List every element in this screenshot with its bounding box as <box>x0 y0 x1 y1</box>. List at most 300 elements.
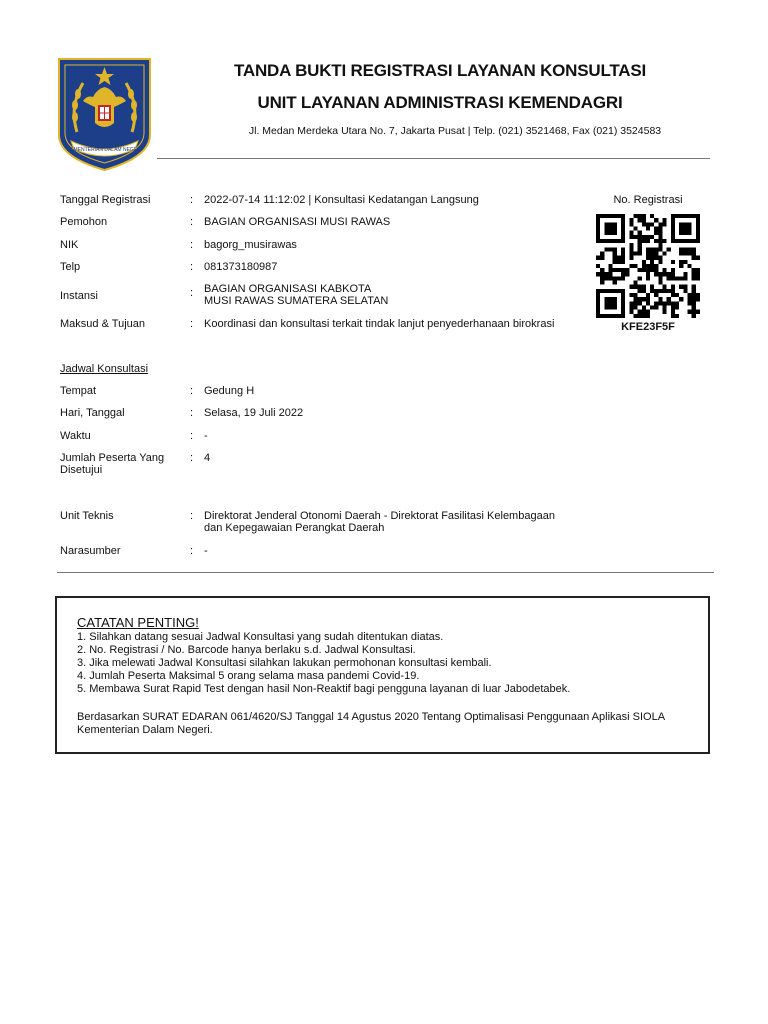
qr-module <box>654 293 658 297</box>
qr-module <box>663 272 667 276</box>
qr-module <box>658 289 662 293</box>
qr-module <box>658 281 662 285</box>
field-value: - <box>204 430 208 442</box>
qr-module <box>625 268 629 272</box>
qr-module <box>621 272 625 276</box>
qr-module <box>621 226 625 230</box>
qr-module <box>646 310 650 314</box>
qr-module <box>633 306 637 310</box>
qr-module <box>621 247 625 251</box>
qr-module <box>679 231 683 235</box>
qr-module <box>679 285 683 289</box>
qr-module <box>696 297 700 301</box>
qr-module <box>696 214 700 218</box>
qr-module <box>621 251 625 255</box>
qr-module <box>692 214 696 218</box>
qr-module <box>675 301 679 305</box>
note-item: 1. Silahkan datang sesuai Jadwal Konsultasi yang sudah ditentukan diatas. <box>77 631 444 643</box>
qr-module <box>600 239 604 243</box>
qr-module <box>658 235 662 239</box>
field-value-line1: BAGIAN ORGANISASI KABKOTA <box>204 283 372 295</box>
qr-module <box>688 293 692 297</box>
qr-module <box>658 301 662 305</box>
qr-module <box>633 301 637 305</box>
qr-module <box>663 301 667 305</box>
qr-module <box>646 235 650 239</box>
qr-module <box>642 222 646 226</box>
qr-module <box>667 247 671 251</box>
qr-module <box>654 226 658 230</box>
qr-module <box>613 239 617 243</box>
field-colon: : <box>190 261 194 273</box>
qr-module <box>679 247 683 251</box>
qr-module <box>604 226 608 230</box>
qr-module <box>646 293 650 297</box>
note-item: 4. Jumlah Peserta Maksimal 5 orang selama masa pandemi Covid-19. <box>77 670 420 682</box>
notes-list <box>77 631 570 696</box>
qr-module <box>654 251 658 255</box>
qr-module <box>642 297 646 301</box>
field-colon: : <box>190 452 194 464</box>
field-colon: : <box>190 545 194 557</box>
qr-module <box>663 239 667 243</box>
qr-module <box>642 268 646 272</box>
qr-module <box>642 239 646 243</box>
qr-module <box>679 214 683 218</box>
qr-module <box>650 256 654 260</box>
qr-module <box>625 272 629 276</box>
qr-module <box>638 235 642 239</box>
field-label: Waktu <box>60 430 91 442</box>
qr-module <box>671 235 675 239</box>
qr-module <box>650 285 654 289</box>
qr-module <box>621 231 625 235</box>
qr-module <box>604 289 608 293</box>
field-value: Selasa, 19 Juli 2022 <box>204 407 304 419</box>
qr-module <box>658 297 662 301</box>
qr-module <box>608 214 612 218</box>
qr-module <box>683 260 687 264</box>
qr-module <box>621 222 625 226</box>
registration-number-label: No. Registrasi <box>613 194 683 206</box>
qr-module <box>646 297 650 301</box>
qr-module <box>638 231 642 235</box>
qr-module <box>633 314 637 318</box>
qr-module <box>692 268 696 272</box>
qr-module <box>633 281 637 285</box>
qr-module <box>692 251 696 255</box>
qr-module <box>692 276 696 280</box>
qr-module <box>638 314 642 318</box>
qr-module <box>638 251 642 255</box>
qr-module <box>667 297 671 301</box>
qr-module <box>613 214 617 218</box>
qr-module <box>629 306 633 310</box>
qr-module <box>663 289 667 293</box>
field-value: BAGIAN ORGANISASI MUSI RAWAS <box>204 216 391 228</box>
qr-module <box>663 222 667 226</box>
qr-module <box>613 231 617 235</box>
qr-module <box>629 243 633 247</box>
qr-module <box>671 218 675 222</box>
qr-module <box>663 218 667 222</box>
qr-module <box>600 281 604 285</box>
qr-module <box>658 247 662 251</box>
qr-module <box>683 231 687 235</box>
qr-module <box>692 256 696 260</box>
qr-module <box>596 256 600 260</box>
field-label-line1: Jumlah Peserta Yang <box>60 452 165 464</box>
qr-module <box>600 314 604 318</box>
qr-module <box>646 268 650 272</box>
qr-module <box>596 214 600 218</box>
qr-module <box>696 235 700 239</box>
qr-module <box>667 289 671 293</box>
qr-module <box>596 231 600 235</box>
qr-module <box>688 264 692 268</box>
qr-module <box>696 239 700 243</box>
qr-module <box>638 276 642 280</box>
qr-module <box>621 239 625 243</box>
qr-module <box>683 226 687 230</box>
qr-module <box>671 301 675 305</box>
qr-module <box>629 301 633 305</box>
qr-module <box>646 247 650 251</box>
qr-code <box>596 214 700 318</box>
qr-module <box>617 314 621 318</box>
qr-module <box>692 310 696 314</box>
notes-title: CATATAN PENTING! <box>77 615 199 630</box>
qr-module <box>671 289 675 293</box>
important-notes-box <box>55 596 710 754</box>
field-label: Pemohon <box>60 216 108 228</box>
qr-module <box>613 276 617 280</box>
qr-module <box>650 306 654 310</box>
field-label: Unit Teknis <box>60 510 114 522</box>
qr-module <box>688 310 692 314</box>
qr-module <box>646 276 650 280</box>
qr-module <box>604 276 608 280</box>
qr-module <box>629 222 633 226</box>
qr-module <box>608 268 612 272</box>
qr-module <box>613 281 617 285</box>
qr-module <box>638 218 642 222</box>
qr-module <box>675 293 679 297</box>
qr-module <box>679 251 683 255</box>
qr-module <box>638 289 642 293</box>
field-label: Narasumber <box>60 545 121 557</box>
qr-module <box>608 239 612 243</box>
qr-module <box>629 285 633 289</box>
qr-module <box>613 260 617 264</box>
qr-module <box>692 247 696 251</box>
qr-module <box>642 285 646 289</box>
qr-module <box>621 293 625 297</box>
qr-module <box>671 306 675 310</box>
qr-module <box>638 310 642 314</box>
field-colon: : <box>190 430 194 442</box>
qr-module <box>596 272 600 276</box>
qr-module <box>671 260 675 264</box>
qr-module <box>596 264 600 268</box>
qr-module <box>642 264 646 268</box>
qr-module <box>621 297 625 301</box>
qr-module <box>600 214 604 218</box>
qr-module <box>633 235 637 239</box>
field-colon: : <box>190 510 194 522</box>
qr-module <box>638 214 642 218</box>
qr-module <box>596 306 600 310</box>
qr-module <box>650 289 654 293</box>
kemendagri-logo <box>57 57 152 172</box>
field-label: Hari, Tanggal <box>60 407 125 419</box>
qr-module <box>617 276 621 280</box>
qr-module <box>617 239 621 243</box>
qr-module <box>646 272 650 276</box>
qr-module <box>629 310 633 314</box>
qr-module <box>688 222 692 226</box>
qr-module <box>667 301 671 305</box>
qr-module <box>658 260 662 264</box>
qr-module <box>604 297 608 301</box>
qr-module <box>621 235 625 239</box>
field-colon: : <box>190 239 194 251</box>
document-subtitle: UNIT LAYANAN ADMINISTRASI KEMENDAGRI <box>257 93 623 112</box>
qr-module <box>646 239 650 243</box>
qr-module <box>696 268 700 272</box>
qr-module <box>688 214 692 218</box>
qr-module <box>596 218 600 222</box>
qr-module <box>688 231 692 235</box>
qr-module <box>642 289 646 293</box>
qr-module <box>671 272 675 276</box>
qr-module <box>654 247 658 251</box>
qr-module <box>613 314 617 318</box>
qr-module <box>596 310 600 314</box>
qr-module <box>642 306 646 310</box>
qr-module <box>629 256 633 260</box>
qr-module <box>638 268 642 272</box>
qr-module <box>671 285 675 289</box>
qr-module <box>604 239 608 243</box>
field-colon: : <box>190 194 194 206</box>
field-colon: : <box>190 287 194 299</box>
qr-module <box>596 289 600 293</box>
notes-legal-basis: Berdasarkan SURAT EDARAN 061/4620/SJ Tanggal 14 Agustus 2020 Tentang Optimalisasi Penggunaan Aplikasi SIOLA Kementerian Dalam Negeri. <box>77 711 665 736</box>
qr-module <box>671 276 675 280</box>
qr-module <box>600 251 604 255</box>
qr-module <box>642 310 646 314</box>
qr-module <box>596 301 600 305</box>
address-line: Jl. Medan Merdeka Utara No. 7, Jakarta Pusat | Telp. (021) 3521468, Fax (021) 3524583 <box>248 125 662 137</box>
qr-module <box>621 268 625 272</box>
qr-module <box>613 268 617 272</box>
qr-module <box>608 247 612 251</box>
qr-module <box>654 256 658 260</box>
field-label: Telp <box>60 261 81 273</box>
qr-module <box>675 239 679 243</box>
qr-module <box>600 276 604 280</box>
qr-module <box>638 297 642 301</box>
qr-module <box>621 218 625 222</box>
qr-module <box>617 260 621 264</box>
field-colon: : <box>190 385 194 397</box>
qr-module <box>675 314 679 318</box>
qr-module <box>633 214 637 218</box>
note-item: 3. Jika melewati Jadwal Konsultasi silahkan lakukan permohonan konsultasi kembali. <box>77 657 492 669</box>
qr-module <box>613 306 617 310</box>
qr-module <box>692 314 696 318</box>
qr-module <box>629 235 633 239</box>
qr-module <box>638 239 642 243</box>
qr-module <box>654 239 658 243</box>
qr-module <box>608 297 612 301</box>
qr-module <box>650 222 654 226</box>
logo-ribbon-text: KEMENTERIAN DALAM NEGERI <box>66 147 143 153</box>
qr-module <box>596 297 600 301</box>
qr-module <box>679 264 683 268</box>
qr-module <box>642 235 646 239</box>
qr-module <box>692 306 696 310</box>
qr-module <box>688 226 692 230</box>
qr-module <box>642 218 646 222</box>
qr-module <box>596 222 600 226</box>
qr-module <box>646 301 650 305</box>
qr-module <box>688 239 692 243</box>
qr-module <box>650 235 654 239</box>
qr-module <box>654 306 658 310</box>
qr-module <box>654 289 658 293</box>
qr-module <box>608 226 612 230</box>
field-value-line1: Direktorat Jenderal Otonomi Daerah - Direktorat Fasilitasi Kelembagaan <box>204 510 555 522</box>
qr-module <box>633 285 637 289</box>
qr-module <box>679 276 683 280</box>
qr-module <box>596 239 600 243</box>
qr-module <box>675 276 679 280</box>
qr-module <box>600 256 604 260</box>
qr-module <box>696 310 700 314</box>
qr-module <box>675 214 679 218</box>
qr-module <box>608 289 612 293</box>
qr-module <box>679 297 683 301</box>
qr-module <box>688 297 692 301</box>
qr-module <box>692 239 696 243</box>
qr-module <box>667 272 671 276</box>
qr-module <box>608 264 612 268</box>
qr-module <box>650 247 654 251</box>
qr-module <box>633 297 637 301</box>
field-value: Gedung H <box>204 385 255 397</box>
qr-module <box>600 289 604 293</box>
qr-module <box>650 268 654 272</box>
qr-module <box>629 293 633 297</box>
qr-module <box>654 218 658 222</box>
qr-module <box>604 247 608 251</box>
qr-module <box>654 231 658 235</box>
qr-module <box>671 226 675 230</box>
field-colon: : <box>190 318 194 330</box>
qr-module <box>650 264 654 268</box>
qr-module <box>683 239 687 243</box>
field-colon: : <box>190 216 194 228</box>
qr-module <box>608 314 612 318</box>
qr-module <box>638 285 642 289</box>
qr-module <box>621 310 625 314</box>
qr-module <box>617 214 621 218</box>
qr-module <box>613 301 617 305</box>
qr-module <box>596 226 600 230</box>
qr-module <box>604 306 608 310</box>
qr-module <box>646 251 650 255</box>
field-label: Maksud & Tujuan <box>60 318 145 330</box>
qr-module <box>650 251 654 255</box>
qr-module <box>646 264 650 268</box>
qr-module <box>600 272 604 276</box>
registration-number: KFE23F5F <box>621 321 675 333</box>
qr-module <box>650 214 654 218</box>
qr-module <box>675 306 679 310</box>
qr-module <box>692 285 696 289</box>
qr-module <box>642 214 646 218</box>
qr-module <box>604 314 608 318</box>
field-value: 081373180987 <box>204 261 278 273</box>
qr-module <box>663 268 667 272</box>
qr-module <box>617 268 621 272</box>
qr-module <box>658 272 662 276</box>
qr-module <box>683 289 687 293</box>
qr-module <box>692 293 696 297</box>
qr-module <box>692 297 696 301</box>
qr-module <box>617 256 621 260</box>
qr-module <box>604 214 608 218</box>
qr-module <box>671 268 675 272</box>
qr-module <box>658 226 662 230</box>
qr-module <box>596 235 600 239</box>
qr-module <box>633 293 637 297</box>
document-title: TANDA BUKTI REGISTRASI LAYANAN KONSULTASI <box>233 61 647 80</box>
qr-module <box>683 272 687 276</box>
field-colon: : <box>190 407 194 419</box>
qr-module <box>692 289 696 293</box>
qr-module <box>646 222 650 226</box>
qr-module <box>671 310 675 314</box>
qr-module <box>621 301 625 305</box>
qr-module <box>629 251 633 255</box>
qr-module <box>667 276 671 280</box>
qr-module <box>654 301 658 305</box>
qr-module <box>613 256 617 260</box>
qr-module <box>633 251 637 255</box>
qr-module <box>658 243 662 247</box>
header-divider <box>157 158 710 159</box>
qr-module <box>608 276 612 280</box>
qr-module <box>608 222 612 226</box>
qr-module <box>608 272 612 276</box>
qr-module <box>663 251 667 255</box>
qr-module <box>642 260 646 264</box>
qr-module <box>688 247 692 251</box>
qr-module <box>638 243 642 247</box>
qr-module <box>608 306 612 310</box>
qr-module <box>658 276 662 280</box>
qr-module <box>596 314 600 318</box>
qr-module <box>633 264 637 268</box>
qr-module <box>683 276 687 280</box>
qr-module <box>613 289 617 293</box>
note-item: 2. No. Registrasi / No. Barcode hanya berlaku s.d. Jadwal Konsultasi. <box>77 644 416 656</box>
qr-module <box>629 218 633 222</box>
qr-module <box>621 214 625 218</box>
